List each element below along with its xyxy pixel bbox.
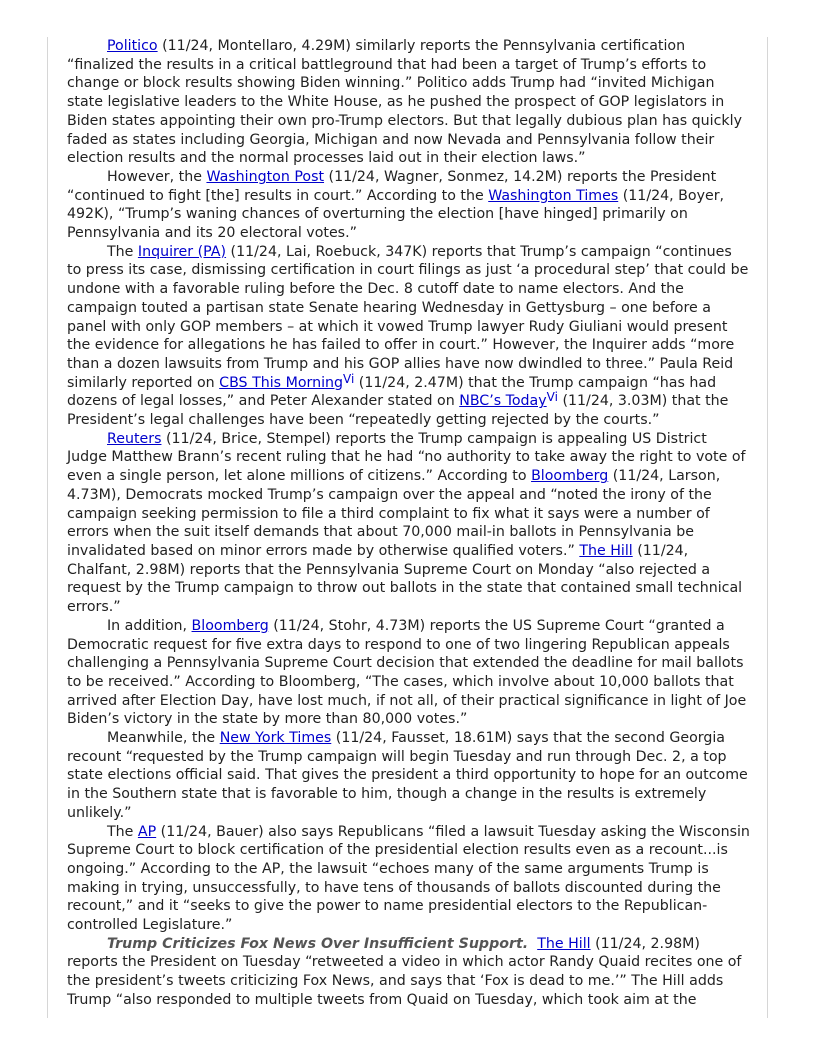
- paragraph-fox-news: [67, 935, 750, 1010]
- link-bloomberg[interactable]: Bloomberg: [191, 617, 269, 634]
- paragraph-text: In addition,: [107, 617, 192, 634]
- link-washington-times[interactable]: Washington Times: [488, 187, 619, 204]
- paragraph-text: The: [107, 243, 138, 260]
- paragraph-text: Meanwhile, the: [107, 730, 220, 747]
- heading-gap: [528, 936, 537, 952]
- link-the-hill[interactable]: The Hill: [537, 935, 591, 952]
- paragraph-text: (11/24, Chalfant, 2.98M) reports that the Pennsylvania Supreme Court on Monday “also rejected a request by the Trump campaign to throw out ballots in the state that contained small technical errors.”: [67, 542, 743, 616]
- paragraph-text: (11/24, Bauer) also says Republicans “filed a lawsuit Tuesday asking the Wisconsin Supreme Court to block certification of the presidential election results even as a recount...is ongoing.” According to the AP, the lawsuit “echoes many of the same arguments Trump is making in trying, unsuccessfully, to have tens of thousands of ballots discounted during the recount,” and it “seeks to give the power to name presidential electors to the Republican-controlled Legislature.”: [67, 823, 750, 934]
- paragraph-text: (11/24, 3.03M) that the President’s legal challenges have been “repeatedly getting rejected by the courts.”: [67, 393, 729, 429]
- link-reuters[interactable]: Reuters: [107, 430, 162, 447]
- paragraph-text: (11/24, Larson, 4.73M), Democrats mocked Trump’s campaign over the appeal and “noted the irony of the campaign seeking permission to file a third complaint to fix what it says were a number of errors when the suit itself demands that about 70,000 mail-in ballots in Pennsylvania be invalidated based on minor errors made by otherwise qualified voters.”: [67, 468, 721, 559]
- paragraph-text: The: [107, 823, 138, 840]
- paragraph-washington-post: [67, 168, 750, 243]
- video-icon[interactable]: Vi: [343, 371, 355, 386]
- paragraph-reuters: [67, 430, 750, 617]
- link-cbs-this-morning[interactable]: CBS This Morning: [219, 374, 344, 391]
- link-washington-post[interactable]: Washington Post: [206, 168, 325, 185]
- paragraph-text: (11/24, Montellaro, 4.29M) similarly reports the Pennsylvania certification “finalized the results in a critical battleground that had been a target of Trump’s efforts to change or block results showing Biden winning.” Politico adds Trump had “invited Michigan state legislative leaders to the White House, as he pushed the prospect of GOP legislators in Biden states appointing their own pro-Trump electors. But that legally dubious plan has quickly faded as states including Georgia, Michigan and now Nevada and Pennsylvania follow their election results and the normal processes laid out in their election laws.”: [67, 38, 742, 167]
- paragraph-text: (11/24, 2.47M) that the Trump campaign “has had dozens of legal losses,” and Peter Alexander stated on: [67, 374, 717, 410]
- link-inquirer[interactable]: Inquirer (PA): [137, 243, 227, 260]
- link-bloomberg[interactable]: Bloomberg: [531, 468, 609, 485]
- link-politico[interactable]: Politico: [107, 38, 158, 54]
- paragraph-text: However, the: [107, 168, 207, 185]
- section-heading: Trump Criticizes Fox News Over Insufficient Support.: [107, 935, 529, 952]
- paragraph-text: (11/24, Brice, Stempel) reports the Trump campaign is appealing US District Judge Matthew Brann’s recent ruling that he had “no authority to take away the right to vote of even a single person, let alone millions of citizens.” According to: [67, 430, 746, 485]
- paragraph-ap: [67, 823, 750, 935]
- video-icon[interactable]: Vi: [546, 390, 558, 405]
- paragraph-text: (11/24, 2.98M) reports the President on Tuesday “retweeted a video in which actor Randy Quaid recites one of the president’s tweets criticizing Fox News, and says that ‘Fox is dead to me.’” The Hill adds Trump “also responded to multiple tweets from Quaid on Tuesday, which took aim at the: [67, 935, 742, 1008]
- link-new-york-times[interactable]: New York Times: [219, 730, 332, 747]
- paragraph-text: (11/24, Lai, Roebuck, 347K) reports that Trump’s campaign “continues to press its case, dismissing certification in court filings as just ‘a procedural step’ that could be undone with a favorable ruling before the Dec. 8 cutoff date to name electors. And the campaign touted a partisan state Senate hearing Wednesday in Gettysburg – one before a panel with only GOP members – at which it vowed Trump lawyer Rudy Giuliani would present the evidence for allegations he has failed to offer in court.” However, the Inquirer adds “more than a dozen lawsuits from Trump and his GOP allies have now dwindled to three.” Paula Reid similarly reported on: [67, 243, 749, 391]
- paragraph-new-york-times: [67, 729, 750, 823]
- paragraph-politico: [67, 37, 750, 168]
- paragraph-text: (11/24, Wagner, Sonmez, 14.2M) reports the President “continued to fight [the] results in court.” According to the: [67, 168, 717, 204]
- paragraph-inquirer: [67, 243, 750, 430]
- paragraph-bloomberg-supreme-court: [67, 617, 750, 729]
- paragraph-text: (11/24, Boyer, 492K), “Trump’s waning chances of overturning the election [have hinged] primarily on Pennsylvania and its 20 electoral votes.”: [67, 187, 725, 242]
- document-body: [67, 37, 750, 1010]
- link-ap[interactable]: AP: [137, 823, 157, 840]
- paragraph-text: (11/24, Fausset, 18.61M) says that the second Georgia recount “requested by the Trump campaign will begin Tuesday and run through Dec. 2, a top state elections official said. That gives the president a third opportunity to hope for an outcome in the Southern state that is favorable to him, though a change in the results is extremely unlikely.”: [67, 730, 748, 821]
- link-the-hill[interactable]: The Hill: [579, 542, 633, 559]
- link-nbc-today[interactable]: NBC’s Today: [459, 393, 547, 410]
- paragraph-text: (11/24, Stohr, 4.73M) reports the US Supreme Court “granted a Democratic request for five extra days to respond to one of two lingering Republican appeals challenging a Pennsylvania Supreme Court decision that extended the deadline for mail ballots to be received.” According to Bloomberg, “The cases, which involve about 10,000 ballots that arrived after Election Day, have lost much, if not all, of their practical significance in light of Joe Biden’s victory in the state by more than 80,000 votes.”: [67, 617, 747, 728]
